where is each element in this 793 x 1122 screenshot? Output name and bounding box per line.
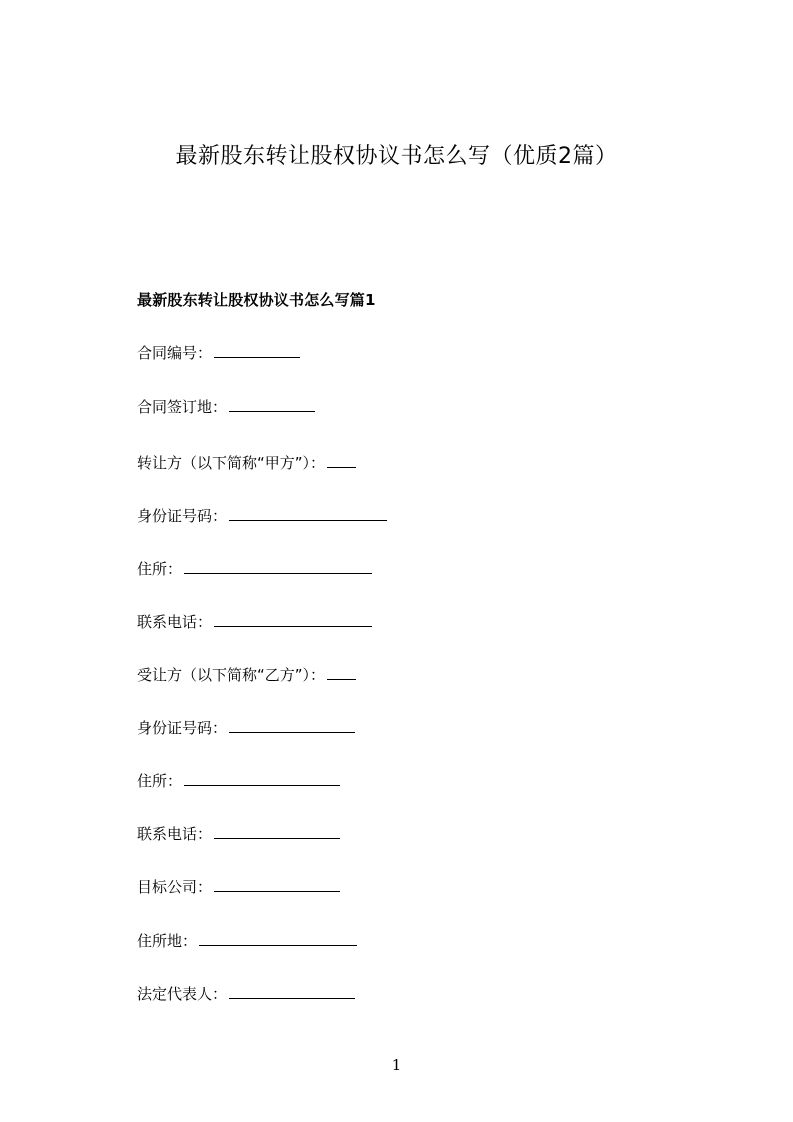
page-number: 1	[391, 1056, 402, 1074]
field-transferor-phone	[137, 611, 372, 633]
field-contract-number	[137, 342, 300, 364]
field-target-company	[137, 876, 340, 898]
document-title: 最新股东转让股权协议书怎么写（优质2篇）	[175, 144, 618, 169]
fill-in-blank[interactable]	[327, 453, 356, 468]
fill-in-blank[interactable]	[184, 771, 340, 786]
field-transferee-address	[137, 770, 340, 792]
field-legal-representative	[137, 983, 355, 1005]
field-transferor-id-number	[137, 505, 387, 527]
field-label: 身份证号码：	[137, 719, 228, 737]
field-label: 联系电话：	[137, 613, 213, 631]
field-transferee-id-number	[137, 717, 355, 739]
fill-in-blank[interactable]	[214, 612, 372, 627]
fill-in-blank[interactable]	[229, 506, 387, 521]
field-contract-signing-place	[137, 396, 315, 418]
field-label: 法定代表人：	[137, 985, 228, 1003]
field-label: 住所：	[137, 560, 183, 578]
field-label: 身份证号码：	[137, 507, 228, 525]
section-heading: 最新股东转让股权协议书怎么写篇1	[137, 291, 376, 309]
field-label: 住所地：	[137, 932, 198, 950]
field-label: 住所：	[137, 772, 183, 790]
fill-in-blank[interactable]	[214, 877, 340, 892]
fill-in-blank[interactable]	[184, 559, 372, 574]
fill-in-blank[interactable]	[229, 397, 315, 412]
field-transferor-address	[137, 558, 372, 580]
fill-in-blank[interactable]	[327, 665, 356, 680]
field-company-domicile	[137, 930, 357, 952]
field-transferee-phone	[137, 823, 340, 845]
fill-in-blank[interactable]	[199, 931, 357, 946]
fill-in-blank[interactable]	[214, 343, 300, 358]
fill-in-blank[interactable]	[229, 718, 355, 733]
fill-in-blank[interactable]	[214, 824, 340, 839]
field-label: 联系电话：	[137, 825, 213, 843]
field-label: 合同编号：	[137, 344, 213, 362]
field-label: 转让方（以下简称“甲方”）：	[137, 454, 326, 472]
fill-in-blank[interactable]	[229, 984, 355, 999]
field-label: 合同签订地：	[137, 398, 228, 416]
field-label: 受让方（以下简称“乙方”）：	[137, 666, 326, 684]
field-label: 目标公司：	[137, 878, 213, 896]
field-transferee	[137, 664, 356, 686]
field-transferor	[137, 452, 356, 474]
